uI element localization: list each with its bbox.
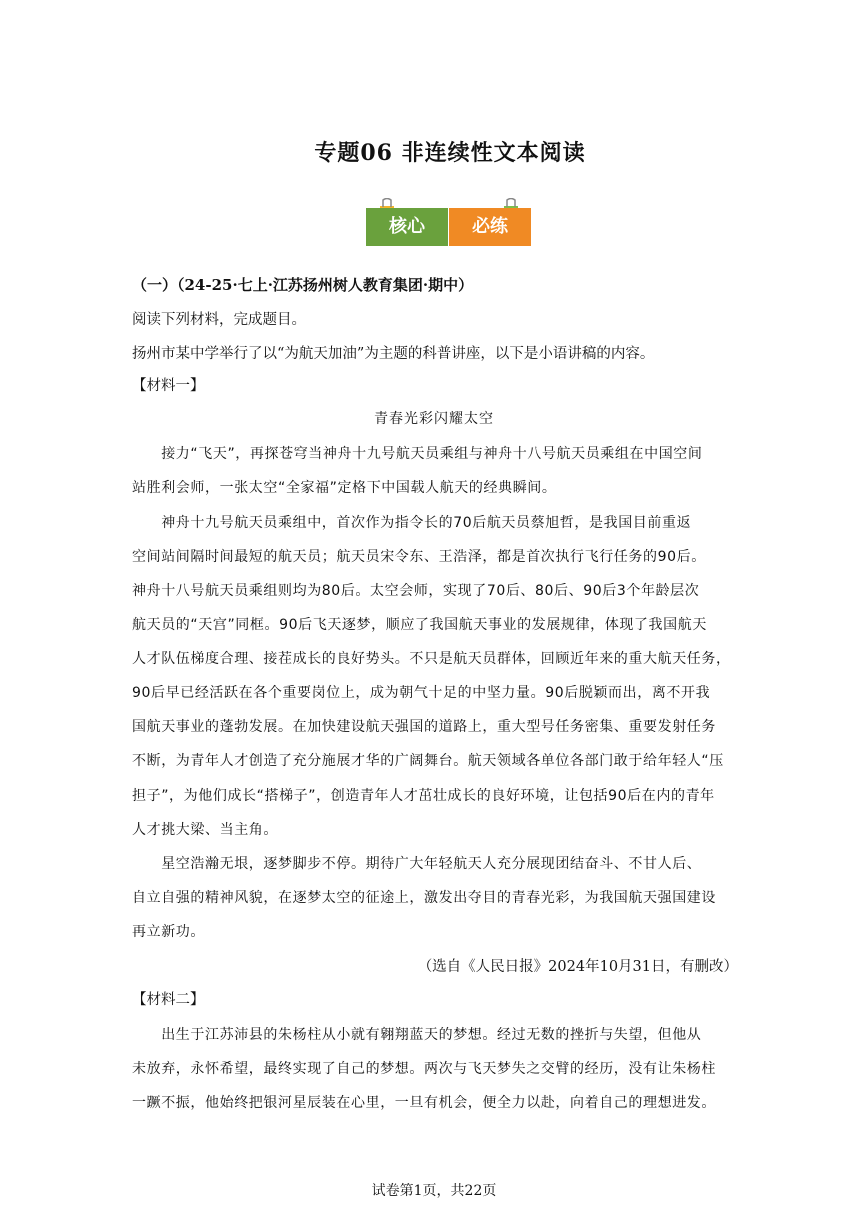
intro-text: 扬州市某中学举行了以“为航天加油”为主题的科普讲座，以下是小语讲稿的内容。 — [132, 346, 655, 362]
text-line: 航天员的“天宫”同框。90后飞天逐梦，顺应了我国航天事业的发展规律，体现了我国航天 — [132, 617, 707, 633]
material-one-label: 【材料一】 — [132, 378, 205, 394]
text-line: 担子”，为他们成长“搭梯子”，创造青年人才茁壮成长的良好环境，让包括90后在内的青年 — [132, 788, 715, 804]
text-line: 90后早已经活跃在各个重要岗位上，成为朝气十足的中坚力量。90后脱颖而出，离不开我 — [132, 685, 711, 701]
text-line: 自立自强的精神风貌，在逐梦太空的征途上，激发出夺目的青春光彩，为我国航天强国建设 — [132, 890, 716, 906]
text-line: 人才队伍梯度合理、接茬成长的良好势头。不只是航天员群体，回顾近年来的重大航天任务， — [132, 651, 731, 667]
text-line: 神舟十九号航天员乘组中，首次作为指令长的70后航天员蔡旭哲，是我国目前重返 — [132, 515, 692, 531]
material-two-label: 【材料二】 — [132, 992, 205, 1008]
badge-core-label: 核心 — [366, 208, 449, 246]
badge-practice-label: 必练 — [449, 208, 531, 246]
text-line: 不断，为青年人才创造了充分施展才华的广阔舞台。航天领域各单位各部门敢于给年轻人“压 — [132, 753, 724, 769]
page-title: 专题06 非连续性文本阅读 — [314, 140, 586, 166]
text-line: 神舟十八号航天员乘组则均为80后。太空会师，实现了70后、80后、90后3个年龄层次 — [132, 583, 700, 599]
text-line: 站胜利会师，一张太空“全家福”定格下中国载人航天的经典瞬间。 — [132, 480, 557, 496]
section-heading: （一）（24-25·七上·江苏扬州树人教育集团·期中） — [132, 276, 474, 294]
text-line: 国航天事业的蓬勃发展。在加快建设航天强国的道路上，重大型号任务密集、重要发射任务 — [132, 719, 716, 735]
core-practice-badge — [366, 198, 532, 248]
text-line: 出生于江苏沛县的朱杨柱从小就有翱翔蓝天的梦想。经过无数的挫折与失望，但他从 — [132, 1027, 702, 1043]
article-title: 青春光彩闪耀太空 — [374, 411, 494, 427]
text-line: 一蹶不振，他始终把银河星辰装在心里，一旦有机会，便全力以赴，向着自己的理想进发。 — [132, 1095, 716, 1111]
text-line: 人才挑大梁、当主角。 — [132, 822, 278, 838]
page-footer: 试卷第1页，共22页 — [371, 1183, 497, 1199]
text-line: 接力“飞天”，再探苍穹当神舟十九号航天员乘组与神舟十八号航天员乘组在中国空间 — [132, 446, 703, 462]
text-line: 未放弃，永怀希望，最终实现了自己的梦想。两次与飞天梦失之交臂的经历，没有让朱杨柱 — [132, 1061, 716, 1077]
text-line: 星空浩瀚无垠，逐梦脚步不停。期待广大年轻航天人充分展现团结奋斗、不甘人后、 — [132, 856, 702, 872]
text-line: 再立新功。 — [132, 924, 205, 940]
text-line: 空间站间隔时间最短的航天员；航天员宋令东、王浩泽，都是首次执行飞行任务的90后。 — [132, 549, 706, 565]
article-source: （选自《人民日报》2024年10月31日，有删改） — [417, 959, 738, 975]
instruction-text: 阅读下列材料，完成题目。 — [132, 312, 306, 328]
